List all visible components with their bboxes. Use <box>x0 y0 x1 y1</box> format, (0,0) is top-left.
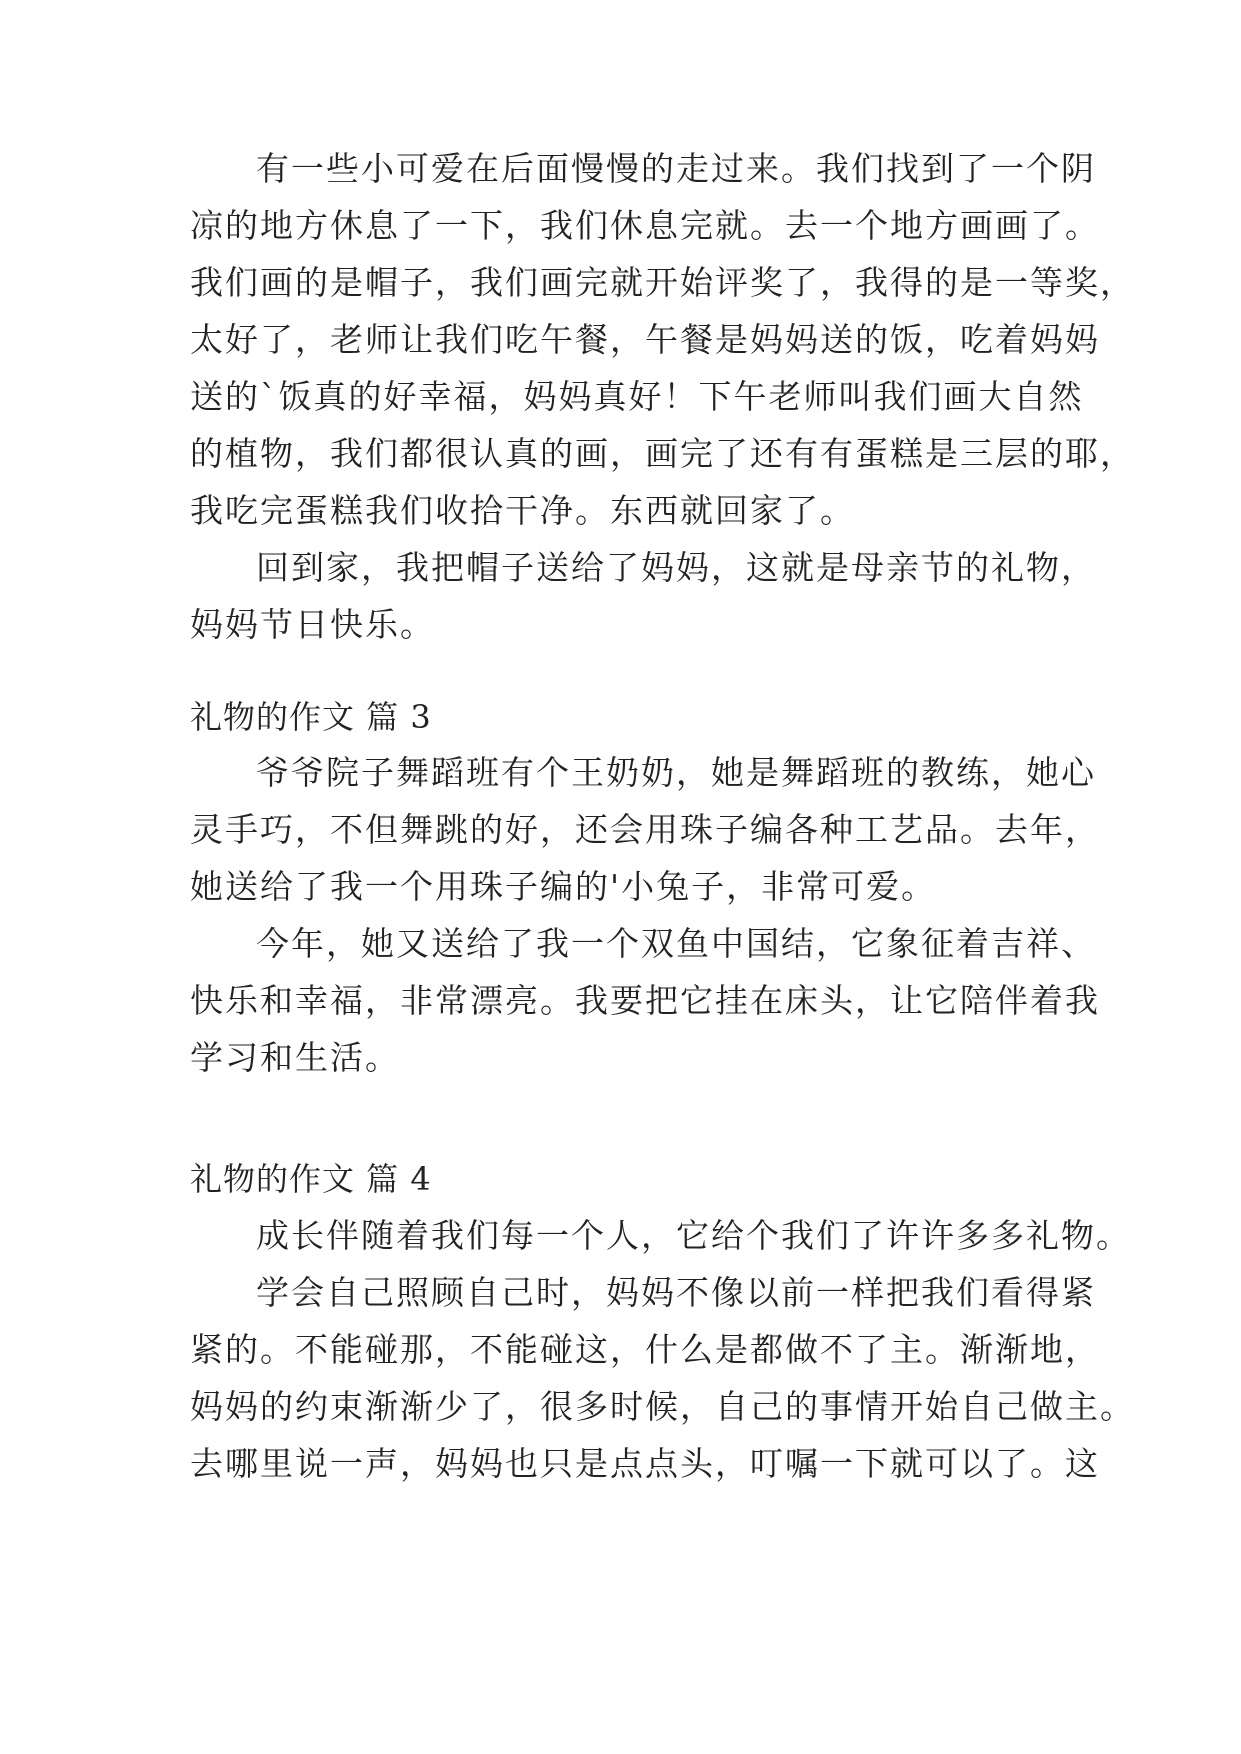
paragraph-line: 学习和生活。 <box>190 1038 400 1077</box>
paragraph-line: 我们画的是帽子，我们画完就开始评奖了，我得的是一等奖， <box>190 263 1135 302</box>
paragraph-line: 今年，她又送给了我一个双鱼中国结，它象征着吉祥、 <box>256 924 1096 963</box>
paragraph-line: 紧的。不能碰那，不能碰这，什么是都做不了主。渐渐地， <box>190 1330 1100 1369</box>
paragraph-line: 回到家，我把帽子送给了妈妈，这就是母亲节的礼物， <box>256 548 1096 587</box>
paragraph-line: 快乐和幸福，非常漂亮。我要把它挂在床头，让它陪伴着我 <box>190 981 1100 1020</box>
paragraph-line: 凉的地方休息了一下，我们休息完就。去一个地方画画了。 <box>190 206 1100 245</box>
paragraph-line: 有一些小可爱在后面慢慢的走过来。我们找到了一个阴 <box>256 149 1096 188</box>
paragraph-line: 爷爷院子舞蹈班有个王奶奶，她是舞蹈班的教练，她心 <box>256 753 1096 792</box>
paragraph-line: 妈妈的约束渐渐少了，很多时候，自己的事情开始自己做主。 <box>190 1387 1135 1426</box>
paragraph-line: 妈妈节日快乐。 <box>190 605 435 644</box>
paragraph-line: 去哪里说一声，妈妈也只是点点头，叮嘱一下就可以了。这 <box>190 1444 1100 1483</box>
paragraph-line: 我吃完蛋糕我们收拾干净。东西就回家了。 <box>190 491 855 530</box>
paragraph-line: 灵手巧，不但舞跳的好，还会用珠子编各种工艺品。去年， <box>190 810 1100 849</box>
section-heading: 礼物的作文 篇 3 <box>190 698 432 736</box>
section-heading: 礼物的作文 篇 4 <box>190 1160 432 1198</box>
paragraph-line: 的植物，我们都很认真的画，画完了还有有蛋糕是三层的耶， <box>190 434 1135 473</box>
paragraph-line: 她送给了我一个用珠子编的'小兔子，非常可爱。 <box>190 867 937 906</box>
paragraph-line: 送的`饭真的好幸福，妈妈真好！下午老师叫我们画大自然 <box>190 377 1084 416</box>
paragraph-line: 成长伴随着我们每一个人，它给个我们了许许多多礼物。 <box>256 1216 1131 1255</box>
paragraph-line: 太好了，老师让我们吃午餐，午餐是妈妈送的饭，吃着妈妈 <box>190 320 1100 359</box>
paragraph-line: 学会自己照顾自己时，妈妈不像以前一样把我们看得紧 <box>256 1273 1096 1312</box>
